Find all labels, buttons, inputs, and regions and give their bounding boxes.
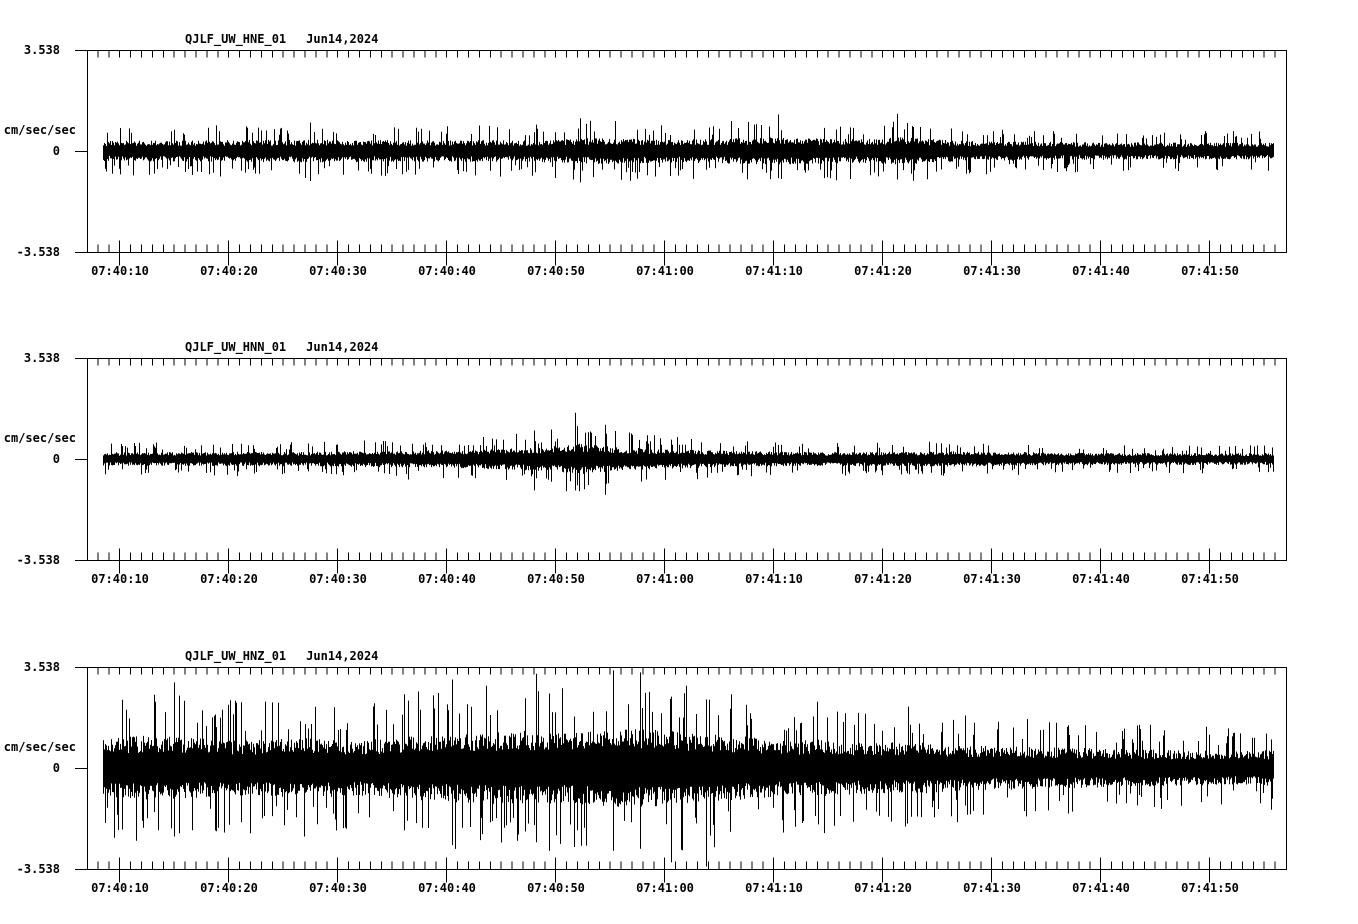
y-axis-zero-label: 0 [52, 144, 60, 158]
y-axis-max-label: 3.538 [23, 660, 60, 674]
y-axis-tick-marks [75, 51, 87, 253]
x-tick-label: 07:41:50 [1181, 264, 1239, 278]
x-tick-label: 07:40:40 [418, 572, 476, 586]
waveform-trace [104, 413, 1274, 495]
x-tick-label: 07:41:50 [1181, 881, 1239, 895]
x-tick-label: 07:41:30 [963, 881, 1021, 895]
waveform-plot [0, 50, 1300, 268]
x-tick-label: 07:41:40 [1072, 572, 1130, 586]
y-axis-tick-marks [75, 359, 87, 561]
x-tick-label: 07:40:10 [91, 572, 149, 586]
y-axis-zero-label: 0 [52, 452, 60, 466]
y-axis-unit-label: cm/sec/sec [3, 740, 76, 754]
x-tick-label: 07:41:30 [963, 264, 1021, 278]
x-tick-label: 07:41:20 [854, 881, 912, 895]
x-tick-label: 07:41:10 [745, 881, 803, 895]
waveform-trace [104, 114, 1274, 182]
x-tick-label: 07:41:40 [1072, 264, 1130, 278]
panel-title [185, 32, 378, 46]
seismogram-panel-hnz [0, 649, 1358, 899]
x-tick-label: 07:41:10 [745, 264, 803, 278]
panel-title [185, 340, 378, 354]
seismogram-panel-hne [0, 32, 1358, 282]
y-axis-zero-label: 0 [52, 761, 60, 775]
x-tick-label: 07:40:50 [527, 264, 585, 278]
x-tick-label: 07:40:40 [418, 264, 476, 278]
date-label: Jun14,2024 [306, 340, 379, 354]
x-tick-label: 07:41:10 [745, 572, 803, 586]
x-tick-label: 07:40:30 [309, 264, 367, 278]
waveform-plot [0, 358, 1300, 576]
x-tick-label: 07:41:00 [636, 264, 694, 278]
y-axis-max-label: 3.538 [23, 43, 60, 57]
x-tick-label: 07:40:20 [200, 881, 258, 895]
date-label: Jun14,2024 [306, 32, 379, 46]
x-tick-label: 07:41:00 [636, 881, 694, 895]
x-tick-label: 07:40:20 [200, 572, 258, 586]
x-tick-label: 07:41:20 [854, 264, 912, 278]
channel-id-label: QJLF_UW_HNN_01 [185, 340, 287, 354]
x-tick-label: 07:40:20 [200, 264, 258, 278]
x-tick-label: 07:40:10 [91, 264, 149, 278]
panel-title [185, 649, 378, 663]
x-tick-label: 07:40:50 [527, 572, 585, 586]
x-tick-label: 07:40:30 [309, 881, 367, 895]
channel-id-label: QJLF_UW_HNE_01 [185, 32, 287, 46]
y-axis-unit-label: cm/sec/sec [3, 123, 76, 137]
y-axis-min-label: -3.538 [16, 553, 60, 567]
x-axis-labels [0, 880, 1358, 896]
x-tick-label: 07:40:50 [527, 881, 585, 895]
x-axis-labels [0, 571, 1358, 587]
channel-id-label: QJLF_UW_HNZ_01 [185, 649, 287, 663]
x-tick-label: 07:40:30 [309, 572, 367, 586]
y-axis-min-label: -3.538 [16, 862, 60, 876]
date-label: Jun14,2024 [306, 649, 379, 663]
y-axis-tick-marks [75, 668, 87, 870]
x-tick-label: 07:41:40 [1072, 881, 1130, 895]
waveform-plot [0, 667, 1300, 885]
x-tick-label: 07:41:20 [854, 572, 912, 586]
x-tick-label: 07:41:30 [963, 572, 1021, 586]
waveform-trace [104, 670, 1274, 866]
x-axis-labels [0, 263, 1358, 279]
y-axis-max-label: 3.538 [23, 351, 60, 365]
seismogram-panel-hnn [0, 340, 1358, 590]
x-tick-label: 07:41:50 [1181, 572, 1239, 586]
y-axis-min-label: -3.538 [16, 245, 60, 259]
y-axis-unit-label: cm/sec/sec [3, 431, 76, 445]
x-tick-label: 07:40:40 [418, 881, 476, 895]
x-tick-label: 07:40:10 [91, 881, 149, 895]
x-tick-label: 07:41:00 [636, 572, 694, 586]
